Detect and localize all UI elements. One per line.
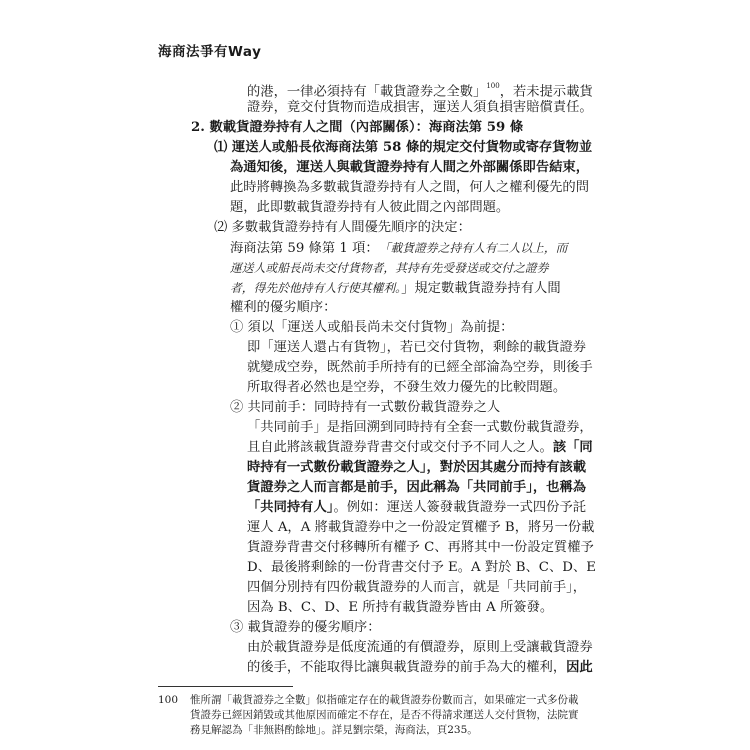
footnote-number: 100	[158, 694, 179, 706]
item-2-line-10: 因為 B、C、D、E 所持有載貨證券皆由 A 所簽發。	[247, 600, 554, 615]
para-2-line-3: 者，得先於他持有人行使其權利。」規定數載貨證券持有人間	[230, 281, 561, 296]
para-1-line-1: ⑴ 運送人或船長依海商法第 58 條的規定交付貨物或寄存貨物並	[214, 140, 593, 155]
para-2-line-4: 權利的優劣順序：	[230, 300, 337, 315]
item-1-line-2: 就變成空券，既然前手所持有的已經全部淪為空券，則後手	[247, 360, 593, 375]
footnote-divider	[158, 686, 293, 687]
item-2-line-9: 四個分別持有四份載貨證券的人而言，就是「共同前手」，	[247, 580, 587, 595]
item-1-line-3: 所取得者必然也是空券，不發生效力優先的比較問題。	[247, 380, 567, 395]
para-1-line-2: 為通知後，運送人與載貨證券持有人間之外部關係即告結束，	[230, 160, 590, 175]
item-2-heading: ② 共同前手：同時持有一式數份載貨證券之人	[230, 400, 501, 415]
item-2-line-5: 「共同持有人」。例如：運送人簽發載貨證券一式四份予託	[247, 500, 587, 515]
para-2-heading: ⑵ 多數載貨證券持有人間優先順序的決定：	[214, 220, 471, 235]
item-2-line-4: 貨證券之人而言都是前手，因此稱為「共同前手」，也稱為	[247, 480, 587, 495]
footnote-line-2: 貨證券已經因銷毀或其他原因而確定不存在，是否不得請求運送人交付貨物，法院實	[190, 709, 579, 721]
footnote-line-3: 務見解認為「非無斟酌餘地」。詳見劉宗榮，海商法，頁235。	[190, 724, 478, 736]
para-1-line-3: 此時將轉換為多數載貨證券持有人之間，何人之權利優先的問	[230, 180, 590, 195]
item-2-line-3: 時持有一式數份載貨證券之人」，對於因其處分而持有該載	[247, 460, 587, 475]
para-2-line-1: 海商法第 59 條第 1 項：「載貨證券之持有人有二人以上，而	[230, 241, 568, 256]
item-2-line-7: 貨證券背書交付移轉所有權予 C、再將其中一份設定質權予	[247, 540, 594, 555]
item-3-line-2: 的後手，不能取得比讓與載貨證券的前手為大的權利，因此	[247, 660, 593, 675]
para-1-line-4: 題，此即數載貨證券持有人彼此間之內部問題。	[230, 200, 510, 215]
section-heading-2: 2. 數載貨證券持有人之間（內部關係）：海商法第 59 條	[191, 120, 524, 135]
footnote-line-1: 惟所謂「載貨證券之全數」似指確定存在的載貨證券份數而言，如果確定一式多份載	[190, 694, 579, 706]
item-1-line-1: 即「運送人還占有貨物」，若已交付貨物，剩餘的載貨證券	[247, 340, 587, 355]
body-line-1: 的港，一律必須持有「載貨證券之全數」$^{100}$，若未提示載貨	[247, 82, 593, 100]
item-3-line-1: 由於載貨證券是低度流通的有價證券，原則上受讓載貨證券	[247, 640, 593, 655]
body-line-2: 證券，竟交付貨物而造成損害，運送人須負損害賠償責任。	[247, 100, 593, 115]
running-header: 海商法爭有Way	[158, 44, 262, 60]
item-2-line-1: 「共同前手」是指回溯到同時持有全套一式數份載貨證券，	[247, 420, 593, 435]
item-2-line-8: D、最後將剩餘的一份背書交付予 E。A 對於 B、C、D、E	[247, 560, 596, 575]
item-3-heading: ③ 載貨證券的優劣順序：	[230, 620, 381, 635]
item-1-heading: ① 須以「運送人或船長尚未交付貨物」為前提：	[230, 320, 514, 335]
item-2-line-2: 且自此將該載貨證券背書交付或交付予不同人之人。該「同	[247, 440, 593, 455]
para-2-line-2: 運送人或船長尚未交付貨物者，其持有先受發送或交付之證券	[230, 261, 549, 275]
footnote-ref[interactable]: 100	[486, 82, 500, 90]
item-2-line-6: 運人 A，A 將載貨證券中之一份設定質權予 B，將另一份載	[247, 520, 595, 535]
